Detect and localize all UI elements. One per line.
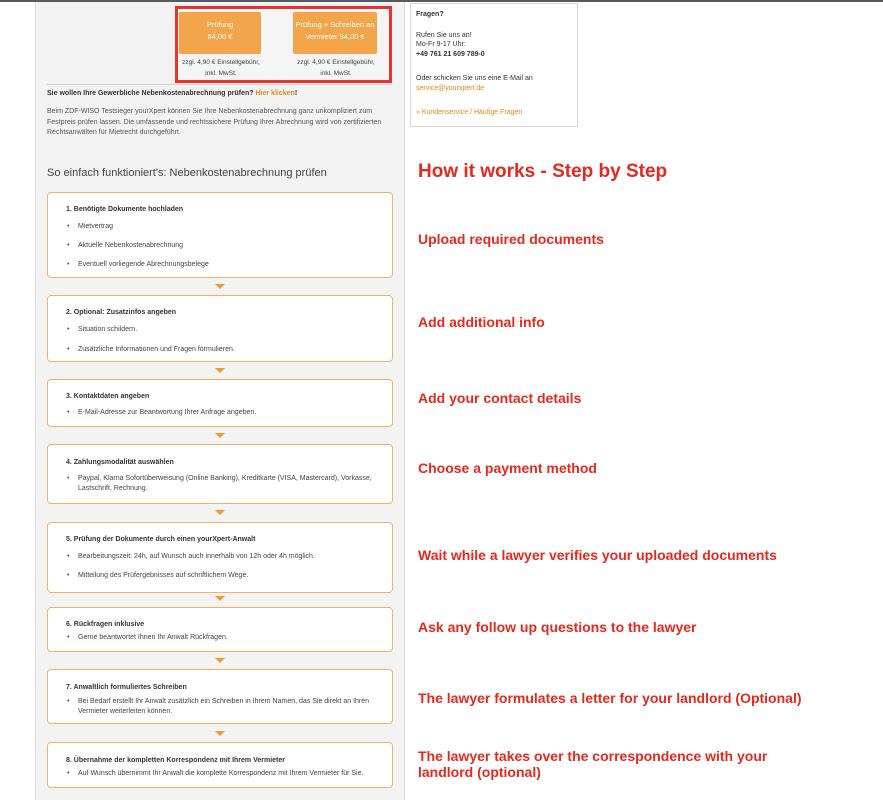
- contact-box: [410, 3, 578, 127]
- step-item: • Aktuelle Nebenkostenabrechnung: [66, 241, 374, 251]
- step-card: [47, 607, 393, 652]
- annotation-step-8: The lawyer takes over the correspondence with your landlord (optional): [418, 748, 768, 780]
- annotation-step-6: Ask any follow up questions to the lawyer: [418, 619, 697, 635]
- pruefung-button-price: 64,00 €: [207, 32, 233, 41]
- divider: [47, 84, 392, 85]
- pruefung-schreiben-button[interactable]: [293, 12, 377, 54]
- step-item: • Bei Bedarf erstellt Ihr Anwalt zusätzlich ein Schreiben in Ihrem Namen, das Sie direkt an Ihren Vermieter weiterleiten können.: [66, 697, 374, 717]
- contact-call-text: Rufen Sie uns an!: [416, 31, 472, 39]
- annotation-step-7: The lawyer formulates a letter for your landlord (Optional): [418, 690, 802, 706]
- step-card: [47, 669, 393, 724]
- step-item: • Mietvertrag: [66, 222, 374, 232]
- pruefung-schreiben-button-price: Vermieter 94,00 €: [305, 32, 365, 41]
- step-title: 6. Rückfragen inklusive: [66, 621, 145, 628]
- step-item: • Situation schildern.: [66, 325, 374, 335]
- click-here-link[interactable]: Hier klicken: [255, 90, 295, 97]
- step-title: 8. Übernahme der kompletten Korrespondenz mit Ihrem Vermieter: [66, 757, 286, 764]
- intro-description: Beim ZDF-WISO Testsieger yourXpert können Sie Ihre Nebenkostenabrechnung ganz unkompliziert zum Festpreis prüfen lassen. Die umfassende und rechtssichere Prüfung Ihrer Abrechnung wird von zertifizierten Rechtsanwälten für Mietrecht durchgeführt.: [47, 108, 382, 136]
- annotation-step-3: Add your contact details: [418, 390, 582, 406]
- step-item: • Auf Wunsch übernimmt Ihr Anwalt die komplette Korrespondenz mit Ihrem Vermieter für Sie.: [66, 769, 374, 779]
- step-title: 7. Anwaltlich formuliertes Schreiben: [66, 684, 187, 691]
- contact-hours: Mo-Fr 9-17 Uhr:: [416, 41, 466, 48]
- pruefung-button[interactable]: [179, 12, 261, 54]
- customer-service-link[interactable]: » Kundenservice / Häufige Fragen: [416, 109, 523, 116]
- step-item: • Eventuell vorliegende Abrechnungsbelege: [66, 260, 374, 270]
- step-arrow-icon: [215, 510, 225, 515]
- pruefung-schreiben-note-line1: zzgl. 4,90 € Einstellgebühr,: [297, 59, 375, 66]
- contact-phone[interactable]: +49 761 21 609 789-0: [416, 50, 485, 58]
- step-card: [47, 379, 393, 427]
- contact-title: Fragen?: [416, 11, 444, 18]
- annotation-step-1: Upload required documents: [418, 231, 604, 247]
- step-arrow-icon: [215, 658, 225, 663]
- pruefung-schreiben-price-note: [291, 57, 381, 79]
- step-item: • E-Mail-Adresse zur Beantwortung Ihrer Anfrage angeben.: [66, 408, 374, 418]
- step-arrow-icon: [215, 596, 225, 601]
- step-title: 1. Benötigte Dokumente hochladen: [66, 206, 184, 213]
- pruefung-note-line2: inkl. MwSt.: [205, 70, 237, 77]
- step-card: [47, 192, 393, 278]
- step-title: 2. Optional: Zusatzinfos angeben: [66, 309, 177, 316]
- pruefung-note-line1: zzgl. 4,90 € Einstellgebühr,: [182, 59, 260, 66]
- step-item: • Bearbeitungszeit: 24h, auf Wunsch auch innerhalb von 12h oder 4h möglich.: [66, 552, 374, 562]
- howto-heading: So einfach funktioniert's: Nebenkostenabrechnung prüfen: [47, 167, 327, 179]
- step-card: [47, 444, 393, 504]
- pruefung-price-note: [178, 57, 264, 79]
- step-arrow-icon: [215, 433, 225, 438]
- annotation-step-5: Wait while a lawyer verifies your uploaded documents: [418, 547, 777, 563]
- intro-question-end: !: [294, 90, 298, 97]
- annotation-step-2: Add additional info: [418, 314, 545, 330]
- step-card: [47, 295, 393, 362]
- pruefung-schreiben-button-title: Prüfung + Schreiben an: [295, 20, 375, 29]
- step-arrow-icon: [215, 731, 225, 736]
- step-title: 5. Prüfung der Dokumente durch einen yourXpert-Anwalt: [66, 536, 256, 543]
- step-item: • Gerne beantwortet Ihnen Ihr Anwalt Rückfragen.: [66, 633, 374, 643]
- step-item: • Mitteilung des Prüfergebnisses auf schriftlichem Wege.: [66, 571, 374, 581]
- annotation-title: How it works - Step by Step: [418, 161, 668, 182]
- step-card: [47, 742, 393, 788]
- step-item: • Paypal, Klarna Sofortüberweisung (Online Banking), Kreditkarte (VISA, Mastercard), Vorkasse, Lastschrift, Rechnung.: [66, 474, 374, 494]
- step-arrow-icon: [215, 284, 225, 289]
- contact-email-link[interactable]: service@yourxpert.de: [416, 84, 485, 92]
- pricing-box: [175, 6, 392, 83]
- pruefung-button-title: Prüfung: [206, 20, 234, 29]
- step-item: • Zusätzliche Informationen und Fragen formulieren.: [66, 345, 374, 355]
- step-arrow-icon: [215, 368, 225, 373]
- annotation-step-4: Choose a payment method: [418, 460, 597, 476]
- intro-question-text: Sie wollen Ihre Gewerbliche Nebenkostenabrechnung prüfen?: [47, 90, 254, 97]
- step-card: [47, 522, 393, 593]
- step-title: 4. Zahlungsmodalität auswählen: [66, 459, 174, 466]
- step-title: 3. Kontaktdaten angeben: [66, 393, 150, 400]
- pruefung-schreiben-note-line2: inkl. MwSt.: [320, 70, 352, 77]
- intro-question: [47, 90, 297, 97]
- contact-email-intro: Oder schicken Sie uns eine E-Mail an: [416, 75, 533, 82]
